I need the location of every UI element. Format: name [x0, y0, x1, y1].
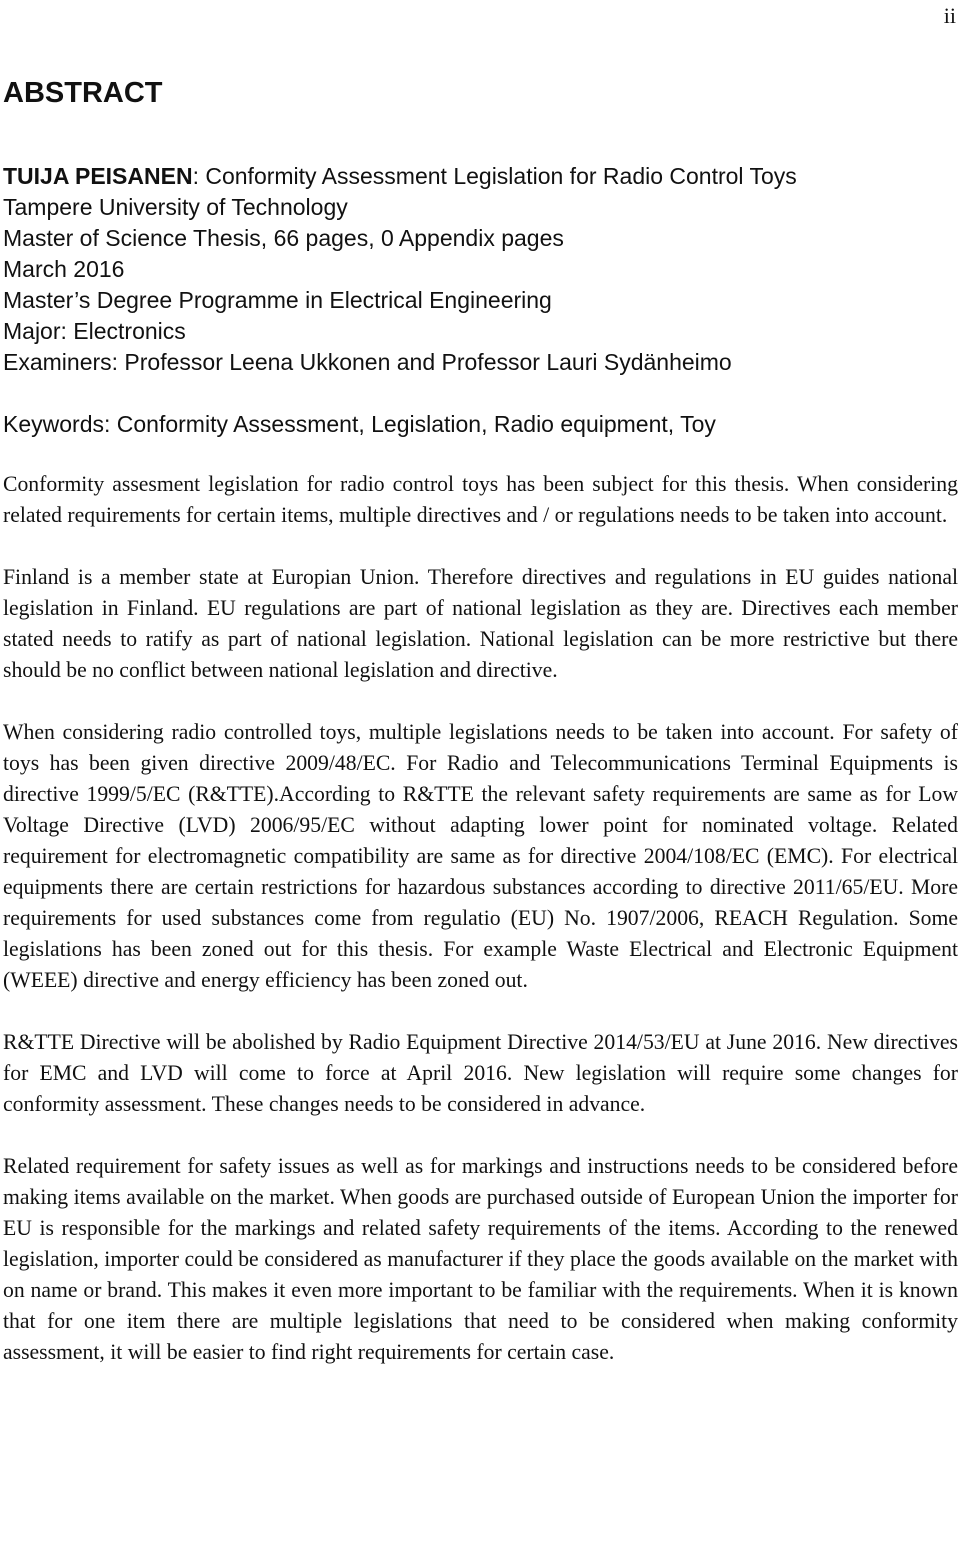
examiners: Examiners: Professor Leena Ukkonen and Professor Lauri Sydänheimo: [3, 349, 732, 375]
page-number: ii: [943, 3, 956, 28]
thesis-title: : Conformity Assessment Legislation for Radio Control Toys: [192, 163, 797, 189]
thesis-date: March 2016: [3, 256, 125, 282]
paragraph: Conformity assesment legislation for radio control toys has been subject for this thesis. When considering related requirements for certain items, multiple directives and / or regulations needs to be taken into account.: [3, 472, 958, 527]
paragraph: Finland is a member state at Europian Union. Therefore directives and regulations in EU guides national legislation in Finland. EU regulations are part of national legislation as they are. Directives each member stated needs to ratify as part of national legislation. National legislation can be more restrictive but there should be no conflict between national legislation and directive.: [3, 565, 958, 682]
paragraph: Related requirement for safety issues as well as for markings and instructions needs to be considered before making items available on the market. When goods are purchased outside of European Union the importer for EU is responsible for the markings and related safety requirements of the items. According to the renewed legislation, importer could be considered as manufacturer if they place the goods available on the market with on name or brand. This makes it even more important to be familiar with the requirements. When it is known that for one item there are multiple legislations that need to be considered when making conformity assessment, it will be easier to find right requirements for certain case.: [3, 1154, 958, 1364]
abstract-heading: ABSTRACT: [3, 77, 163, 109]
paragraph: When considering radio controlled toys, multiple legislations needs to be taken into account. For safety of toys has been given directive 2009/48/EC. For Radio and Telecommunications Terminal Equipments is directive 1999/5/EC (R&TTE).According to R&TTE the relevant safety requirements are same as for Low Voltage Directive (LVD) 2006/95/EC without adapting lower point for nominated voltage. Related requirement for electromagnetic compatibility are same as for directive 2004/108/EC (EMC). For electrical equipments there are certain restrictions for hazardous substances according to directive 2011/65/EU. More requirements for used substances come from regulatio (EU) No. 1907/2006, REACH Regulation. Some legislations has been zoned out for this thesis. For example Waste Electrical and Electronic Equipment (WEEE) directive and energy efficiency has been zoned out.: [3, 720, 958, 992]
author-name: TUIJA PEISANEN: [3, 163, 193, 189]
thesis-info: Master of Science Thesis, 66 pages, 0 Appendix pages: [3, 225, 564, 251]
abstract-body: [3, 469, 958, 1399]
thesis-metadata: [3, 161, 958, 440]
major: Major: Electronics: [3, 318, 186, 344]
university: Tampere University of Technology: [3, 194, 348, 220]
keywords: Keywords: Conformity Assessment, Legislation, Radio equipment, Toy: [3, 411, 716, 437]
degree-programme: Master’s Degree Programme in Electrical Engineering: [3, 287, 552, 313]
title-line: [3, 161, 958, 192]
paragraph: R&TTE Directive will be abolished by Radio Equipment Directive 2014/53/EU at June 2016. New directives for EMC and LVD will come to force at April 2016. New legislation will require some changes for conformity assessment. These changes needs to be considered in advance.: [3, 1030, 958, 1116]
